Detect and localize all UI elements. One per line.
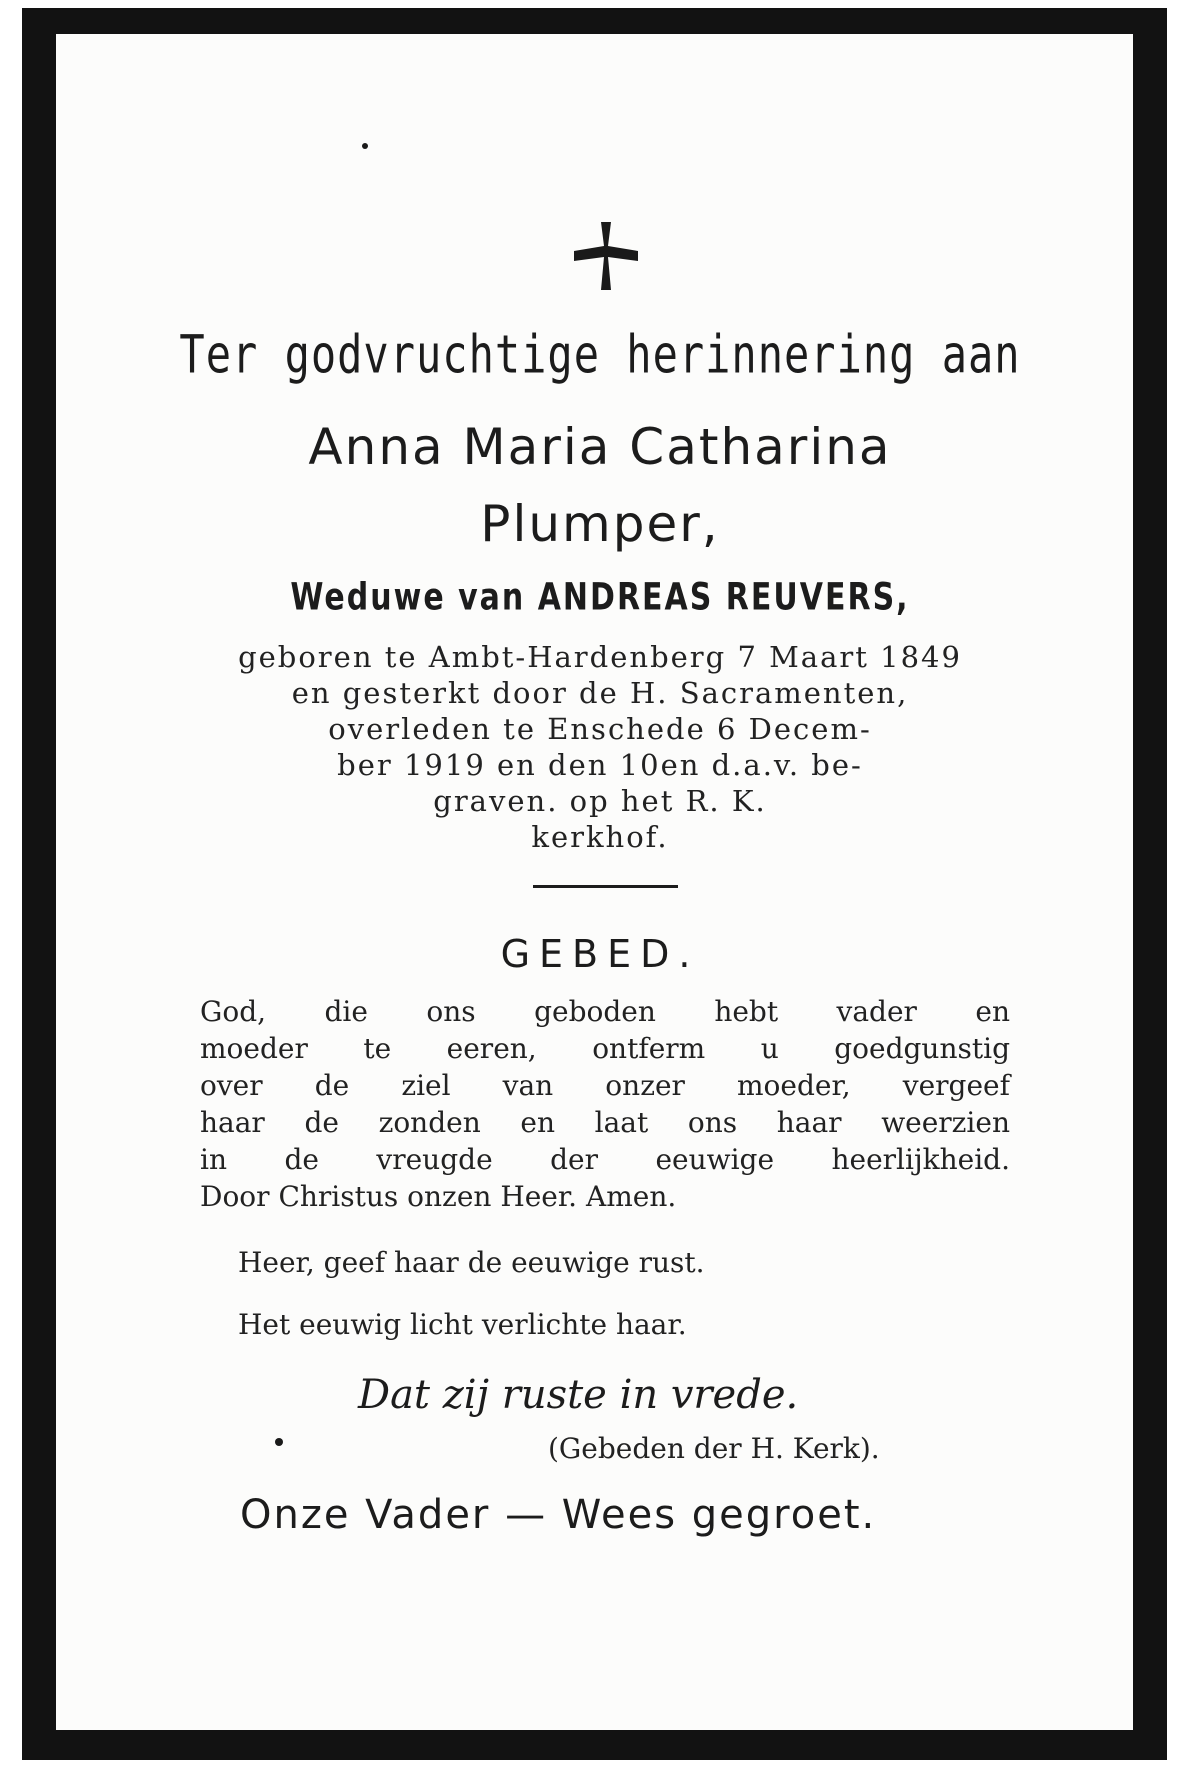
prayer-line: in de vreugde der eeuwige heerlijkheid. (200, 1143, 1010, 1176)
deceased-name-first: Anna Maria Catharina (308, 418, 892, 476)
ink-speck (275, 1438, 283, 1446)
biography-line: en gesterkt door de H. Sacramenten, (291, 676, 909, 710)
biography-line: overleden te Enschede 6 Decem- (328, 712, 872, 746)
prayer-line: God, die ons geboden hebt vader en (200, 995, 1010, 1028)
prayer-line: Door Christus onzen Heer. Amen. (200, 1180, 677, 1213)
remembrance-heading: Ter godvruchtige herinnering aan (179, 323, 1021, 386)
prayer-line: over de ziel van onzer moeder, vergeef (200, 1069, 1010, 1102)
closing-prayers: Onze Vader — Wees gegroet. (240, 1492, 877, 1538)
biography-line: ber 1919 en den 10en d.a.v. be- (337, 748, 863, 782)
prayer-source: (Gebeden der H. Kerk). (548, 1432, 880, 1465)
deceased-name-last: Plumper, (480, 495, 720, 553)
prayer-heading: GEBED. (500, 932, 700, 976)
eternal-rest-line: Heer, geef haar de eeuwige rust. (238, 1246, 705, 1279)
biography-line: graven. op het R. K. (433, 784, 767, 818)
biography-line: geboren te Ambt-Hardenberg 7 Maart 1849 (238, 640, 962, 674)
biography-line: kerkhof. (531, 820, 669, 854)
ink-speck (362, 143, 368, 149)
rest-in-peace-line: Dat zij ruste in vrede. (358, 1372, 799, 1418)
cross-pattee-icon (574, 222, 638, 290)
divider (533, 885, 678, 888)
widow-of-line: Weduwe van ANDREAS REUVERS, (290, 575, 910, 620)
eternal-light-line: Het eeuwig licht verlichte haar. (238, 1308, 687, 1341)
prayer-line: haar de zonden en laat ons haar weerzien (200, 1106, 1010, 1139)
prayer-line: moeder te eeren, ontferm u goedgunstig (200, 1032, 1010, 1065)
